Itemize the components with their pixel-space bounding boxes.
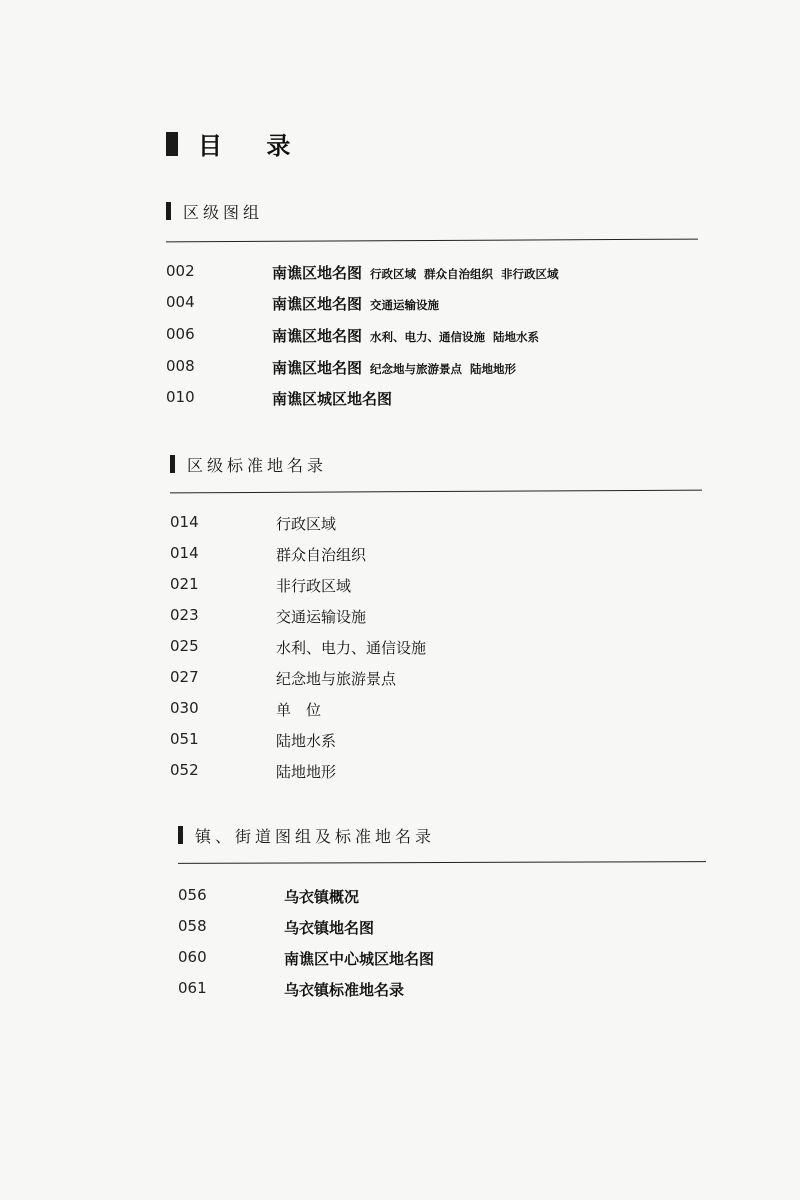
entry-title: 交通运输设施 bbox=[276, 608, 367, 626]
entry-title: 群众自治组织 bbox=[276, 546, 367, 564]
heading-bar-marker bbox=[166, 132, 178, 156]
section-title: 镇、街道图组及标准地名录 bbox=[195, 826, 436, 846]
entry-page-number: 025 bbox=[170, 637, 199, 655]
entry-page-number: 021 bbox=[170, 575, 199, 593]
entry-title: 陆地水系 bbox=[276, 732, 337, 750]
section-heading bbox=[178, 824, 718, 846]
section-bar-marker bbox=[170, 455, 175, 473]
entry-page-number: 052 bbox=[170, 761, 199, 779]
toc-heading bbox=[166, 126, 308, 161]
entry-title: 乌衣镇地名图 bbox=[284, 919, 375, 937]
entry-title: 陆地地形 bbox=[276, 763, 337, 781]
entry-page-number: 023 bbox=[170, 606, 199, 624]
entry-title: 南谯区中心城区地名图 bbox=[284, 950, 435, 968]
entry-title: 南谯区地名图 交通运输设施 bbox=[272, 295, 440, 313]
section-town-maps-gazetteer bbox=[178, 824, 718, 999]
section-bar-marker bbox=[166, 202, 171, 220]
section-title: 区级标准地名录 bbox=[187, 455, 328, 475]
entry-page-number: 056 bbox=[178, 886, 207, 904]
entry-page-number: 008 bbox=[166, 357, 195, 375]
section-district-gazetteer bbox=[170, 453, 710, 781]
entry-page-number: 006 bbox=[166, 325, 195, 343]
entry-title: 南谯区地名图 纪念地与旅游景点 陆地地形 bbox=[272, 359, 517, 377]
entry-title: 单 位 bbox=[276, 701, 322, 719]
entry-page-number: 058 bbox=[178, 917, 207, 935]
entry-page-number: 027 bbox=[170, 668, 199, 686]
entry-title: 非行政区域 bbox=[276, 577, 352, 595]
section-bar-marker bbox=[178, 826, 183, 844]
section-district-maps bbox=[166, 200, 706, 408]
section-divider bbox=[170, 490, 702, 494]
entry-page-number: 051 bbox=[170, 730, 199, 748]
section-divider bbox=[166, 239, 698, 243]
section-divider bbox=[178, 861, 706, 864]
entry-title: 行政区域 bbox=[276, 515, 337, 533]
section-heading bbox=[166, 200, 706, 222]
entry-page-number: 060 bbox=[178, 948, 207, 966]
entry-page-number: 030 bbox=[170, 699, 199, 717]
entry-title: 南谯区地名图 行政区域 群众自治组织 非行政区域 bbox=[272, 264, 559, 282]
entry-page-number: 010 bbox=[166, 388, 195, 406]
entry-page-number: 014 bbox=[170, 544, 199, 562]
entry-title: 纪念地与旅游景点 bbox=[276, 670, 397, 688]
entry-page-number: 061 bbox=[178, 979, 207, 997]
entry-title: 南谯区城区地名图 bbox=[272, 390, 393, 408]
toc-title: 目 录 bbox=[198, 132, 309, 160]
section-title: 区级图组 bbox=[183, 202, 264, 222]
entry-page-number: 002 bbox=[166, 262, 195, 280]
entry-title: 乌衣镇概况 bbox=[284, 888, 360, 906]
entry-page-number: 004 bbox=[166, 293, 195, 311]
section-heading bbox=[170, 453, 710, 475]
entry-title: 水利、电力、通信设施 bbox=[276, 639, 427, 657]
entry-page-number: 014 bbox=[170, 513, 199, 531]
entry-title: 南谯区地名图 水利、电力、通信设施 陆地水系 bbox=[272, 327, 540, 345]
entry-title: 乌衣镇标准地名录 bbox=[284, 981, 405, 999]
